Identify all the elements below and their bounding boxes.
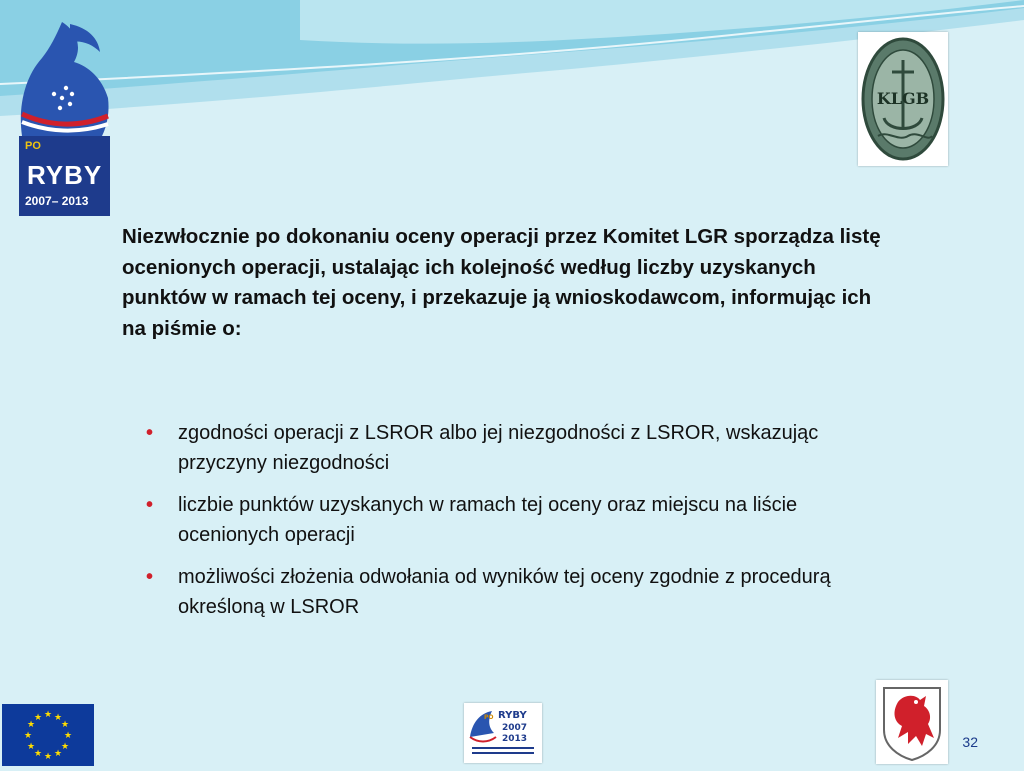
svg-text:★: ★ — [63, 731, 73, 741]
bullet-item — [146, 562, 866, 622]
ryby-years: 2007– 2013 — [25, 194, 89, 208]
ryby-label-box — [19, 136, 110, 216]
svg-text:★: ★ — [60, 720, 70, 730]
svg-text:★: ★ — [53, 713, 63, 723]
po-ryby-small-logo — [464, 703, 542, 763]
po-ryby-logo — [18, 18, 110, 208]
svg-text:★: ★ — [60, 742, 70, 752]
bullet-text: zgodności operacji z LSROR albo jej niezgodności z LSROR, wskazując przyczyny niezgodności — [178, 422, 819, 474]
klgb-emblem-icon — [858, 32, 948, 166]
bullet-item — [146, 418, 866, 478]
main-paragraph: Niezwłocznie po dokonaniu oceny operacji przez Komitet LGR sporządza listę ocenionych operacji, ustalając ich kolejność według liczby uzyskanych punktów w ramach tej oceny, i przekazuje ją wnioskodawcom, informując ich na piśmie o: — [122, 225, 881, 340]
eu-stars-icon — [2, 704, 94, 766]
svg-text:★: ★ — [33, 713, 43, 723]
ryby-small-po: PO — [484, 714, 494, 721]
svg-text:★: ★ — [53, 749, 63, 759]
ryby-name: RYBY — [27, 160, 103, 190]
ryby-po: PO — [25, 140, 41, 152]
page-number: 32 — [962, 734, 978, 750]
fish-icon — [18, 18, 110, 138]
svg-text:★: ★ — [26, 742, 36, 752]
bullet-text: możliwości złożenia odwołania od wyników tej oceny zgodnie z procedurą określoną w LSROR — [178, 566, 831, 618]
klgb-logo — [858, 32, 948, 166]
svg-text:★: ★ — [33, 749, 43, 759]
bullet-marker: • — [146, 566, 154, 588]
klgb-initials: KLGB — [876, 89, 930, 108]
svg-text:★: ★ — [26, 720, 36, 730]
eu-flag — [2, 704, 94, 766]
bullet-marker: • — [146, 494, 154, 516]
griffin-icon — [876, 680, 948, 764]
bullet-list — [146, 418, 866, 634]
ryby-small-name: RYBY — [498, 710, 527, 721]
svg-text:★: ★ — [43, 752, 53, 762]
bullet-marker: • — [146, 422, 154, 444]
svg-text:★: ★ — [23, 731, 33, 741]
ryby-small-emblem-icon — [464, 703, 542, 763]
ryby-small-year1: 2007 — [502, 723, 528, 733]
ryby-small-year2: 2013 — [502, 734, 528, 744]
bullet-item — [146, 490, 866, 550]
svg-text:★: ★ — [43, 710, 53, 720]
pomorskie-crest — [876, 680, 948, 764]
bullet-text: liczbie punktów uzyskanych w ramach tej oceny oraz miejscu na liście ocenionych operacji — [178, 494, 798, 546]
